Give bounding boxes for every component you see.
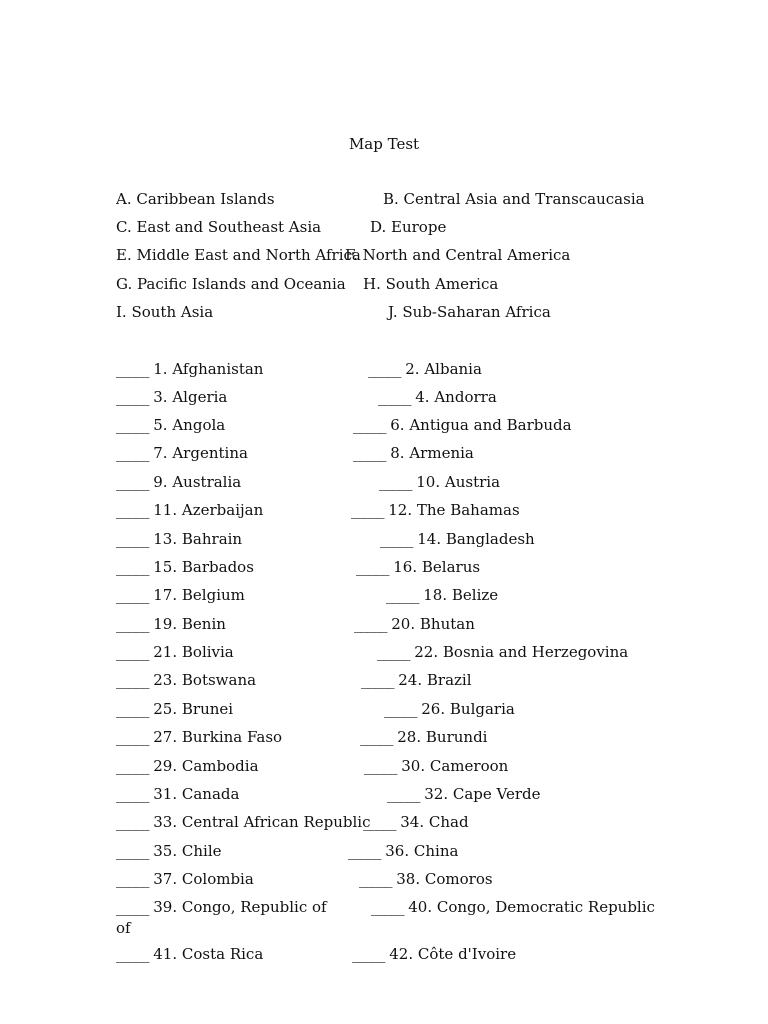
country-label: 29. Cambodia bbox=[148, 757, 259, 775]
country-label: 6. Antigua and Barbuda bbox=[385, 416, 572, 434]
country-label: 17. Belgium bbox=[148, 586, 245, 604]
region-key-item: I. South Asia bbox=[116, 303, 214, 321]
country-item bbox=[371, 897, 655, 917]
answer-blank[interactable]: _____ bbox=[116, 615, 149, 633]
country-item bbox=[116, 869, 254, 889]
country-item bbox=[359, 869, 493, 889]
country-label: 1. Afghanistan bbox=[148, 360, 264, 378]
country-item bbox=[116, 585, 245, 605]
country-item bbox=[351, 500, 520, 520]
country-label: 36. China bbox=[380, 842, 459, 860]
country-item bbox=[353, 415, 572, 435]
answer-blank[interactable]: _____ bbox=[360, 728, 393, 746]
country-item bbox=[378, 387, 497, 407]
country-item bbox=[116, 500, 263, 520]
country-item bbox=[360, 727, 487, 747]
country-item bbox=[116, 415, 225, 435]
country-item bbox=[116, 699, 233, 719]
country-item bbox=[116, 841, 222, 861]
country-item bbox=[116, 727, 282, 747]
country-item bbox=[116, 557, 254, 577]
answer-blank[interactable]: _____ bbox=[116, 501, 149, 519]
country-item bbox=[116, 897, 327, 917]
country-label: 3. Algeria bbox=[148, 388, 228, 406]
answer-blank[interactable]: _____ bbox=[116, 945, 149, 963]
country-label: 23. Botswana bbox=[148, 671, 257, 689]
country-label: 24. Brazil bbox=[393, 671, 472, 689]
answer-blank[interactable]: _____ bbox=[116, 700, 149, 718]
answer-blank[interactable]: _____ bbox=[356, 558, 389, 576]
country-label: 20. Bhutan bbox=[386, 615, 475, 633]
answer-blank[interactable]: _____ bbox=[116, 671, 149, 689]
country-item bbox=[384, 699, 515, 719]
answer-blank[interactable]: _____ bbox=[116, 416, 149, 434]
country-label: 38. Comoros bbox=[391, 870, 493, 888]
country-item bbox=[116, 472, 241, 492]
country-label: 4. Andorra bbox=[410, 388, 497, 406]
country-item bbox=[116, 812, 371, 832]
region-key-item: D. Europe bbox=[370, 218, 447, 236]
country-label: 35. Chile bbox=[148, 842, 222, 860]
country-item bbox=[116, 387, 227, 407]
answer-blank[interactable]: _____ bbox=[353, 416, 386, 434]
answer-blank[interactable]: _____ bbox=[387, 785, 420, 803]
country-item bbox=[387, 784, 541, 804]
page-title: Map Test bbox=[348, 135, 420, 153]
country-label: 37. Colombia bbox=[148, 870, 254, 888]
answer-blank[interactable]: _____ bbox=[371, 898, 404, 916]
answer-blank[interactable]: _____ bbox=[348, 842, 381, 860]
country-item bbox=[353, 443, 474, 463]
answer-blank[interactable]: _____ bbox=[116, 728, 149, 746]
answer-blank[interactable]: _____ bbox=[380, 530, 413, 548]
country-label: 32. Cape Verde bbox=[419, 785, 541, 803]
region-key-item: E. Middle East and North Africa bbox=[116, 246, 361, 264]
answer-blank[interactable]: _____ bbox=[352, 945, 385, 963]
country-label: 7. Argentina bbox=[148, 444, 248, 462]
answer-blank[interactable]: _____ bbox=[116, 558, 149, 576]
country-item bbox=[116, 529, 242, 549]
country-item bbox=[363, 812, 469, 832]
answer-blank[interactable]: _____ bbox=[116, 757, 149, 775]
region-key-item: J. Sub-Saharan Africa bbox=[388, 303, 551, 321]
answer-blank[interactable]: _____ bbox=[351, 501, 384, 519]
country-label: 14. Bangladesh bbox=[412, 530, 535, 548]
answer-blank[interactable]: _____ bbox=[116, 643, 149, 661]
country-item bbox=[380, 529, 535, 549]
country-label: 5. Angola bbox=[148, 416, 226, 434]
country-label: 10. Austria bbox=[411, 473, 501, 491]
answer-blank[interactable]: _____ bbox=[116, 842, 149, 860]
country-label-continuation: of bbox=[116, 919, 131, 937]
country-label: 13. Bahrain bbox=[148, 530, 243, 548]
country-label: 26. Bulgaria bbox=[416, 700, 515, 718]
answer-blank[interactable]: _____ bbox=[116, 530, 149, 548]
country-label: 12. The Bahamas bbox=[383, 501, 520, 519]
country-item bbox=[116, 443, 248, 463]
country-label: 21. Bolivia bbox=[148, 643, 234, 661]
answer-blank[interactable]: _____ bbox=[364, 757, 397, 775]
country-item bbox=[368, 359, 482, 379]
answer-blank[interactable]: _____ bbox=[363, 813, 396, 831]
region-key-item: A. Caribbean Islands bbox=[116, 190, 275, 208]
country-label: 22. Bosnia and Herzegovina bbox=[409, 643, 629, 661]
country-label: 19. Benin bbox=[148, 615, 226, 633]
region-key-item: B. Central Asia and Transcaucasia bbox=[383, 190, 645, 208]
country-label: 16. Belarus bbox=[388, 558, 481, 576]
answer-blank[interactable]: _____ bbox=[359, 870, 392, 888]
country-label: 9. Australia bbox=[148, 473, 242, 491]
country-label: 8. Armenia bbox=[385, 444, 474, 462]
country-item bbox=[116, 784, 239, 804]
answer-blank[interactable]: _____ bbox=[354, 615, 387, 633]
country-label: 11. Azerbaijan bbox=[148, 501, 264, 519]
country-item bbox=[352, 944, 516, 964]
country-label: 31. Canada bbox=[148, 785, 240, 803]
country-label: 25. Brunei bbox=[148, 700, 234, 718]
answer-blank[interactable]: _____ bbox=[378, 388, 411, 406]
country-item bbox=[379, 472, 500, 492]
country-item bbox=[116, 614, 226, 634]
answer-blank[interactable]: _____ bbox=[116, 898, 149, 916]
answer-blank[interactable]: _____ bbox=[116, 785, 149, 803]
country-label: 33. Central African Republic bbox=[148, 813, 371, 831]
country-item bbox=[377, 642, 628, 662]
country-item bbox=[361, 670, 472, 690]
country-label: 2. Albania bbox=[400, 360, 482, 378]
answer-blank[interactable]: _____ bbox=[116, 473, 149, 491]
country-item bbox=[116, 642, 234, 662]
country-label: 41. Costa Rica bbox=[148, 945, 264, 963]
answer-blank[interactable]: _____ bbox=[353, 444, 386, 462]
region-key-item: H. South America bbox=[363, 275, 499, 293]
answer-blank[interactable]: _____ bbox=[384, 700, 417, 718]
country-label: 15. Barbados bbox=[148, 558, 254, 576]
answer-blank[interactable]: _____ bbox=[386, 586, 419, 604]
answer-blank[interactable]: _____ bbox=[116, 813, 149, 831]
answer-blank[interactable]: _____ bbox=[379, 473, 412, 491]
answer-blank[interactable]: _____ bbox=[116, 586, 149, 604]
region-key-item: F. North and Central America bbox=[345, 246, 571, 264]
region-key-item: C. East and Southeast Asia bbox=[116, 218, 322, 236]
country-label: 34. Chad bbox=[395, 813, 469, 831]
answer-blank[interactable]: _____ bbox=[377, 643, 410, 661]
country-item bbox=[354, 614, 475, 634]
answer-blank[interactable]: _____ bbox=[368, 360, 401, 378]
country-item bbox=[116, 359, 263, 379]
country-label: 30. Cameroon bbox=[396, 757, 509, 775]
answer-blank[interactable]: _____ bbox=[116, 444, 149, 462]
country-label: 18. Belize bbox=[418, 586, 499, 604]
region-key-item: G. Pacific Islands and Oceania bbox=[116, 275, 346, 293]
answer-blank[interactable]: _____ bbox=[361, 671, 394, 689]
country-label: 42. Côte d'Ivoire bbox=[384, 945, 517, 963]
country-label: 39. Congo, Republic of bbox=[148, 898, 327, 916]
country-label: 40. Congo, Democratic Republic bbox=[403, 898, 655, 916]
country-label: 28. Burundi bbox=[392, 728, 488, 746]
answer-blank[interactable]: _____ bbox=[116, 870, 149, 888]
country-item bbox=[116, 670, 256, 690]
answer-blank[interactable]: _____ bbox=[116, 388, 149, 406]
country-item bbox=[356, 557, 480, 577]
country-label: 27. Burkina Faso bbox=[148, 728, 283, 746]
country-item bbox=[116, 756, 259, 776]
answer-blank[interactable]: _____ bbox=[116, 360, 149, 378]
country-item bbox=[348, 841, 458, 861]
country-item bbox=[364, 756, 508, 776]
country-item bbox=[116, 944, 263, 964]
country-item bbox=[386, 585, 498, 605]
